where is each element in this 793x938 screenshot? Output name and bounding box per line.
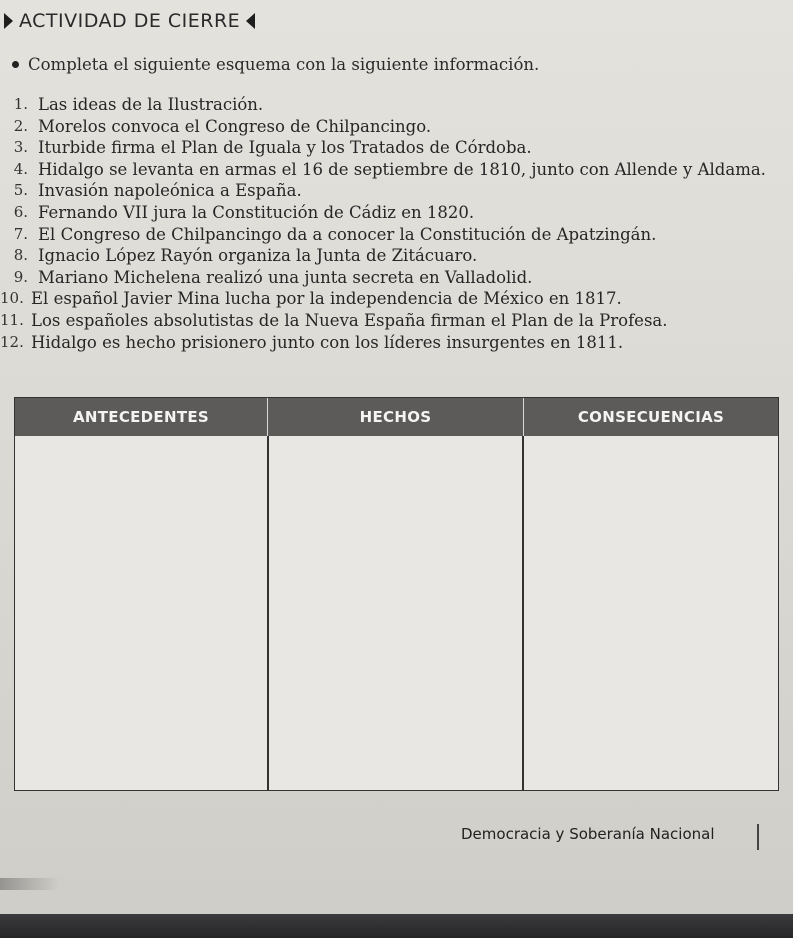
item-text: Iturbide firma el Plan de Iguala y los Tratados de Córdoba. (38, 138, 532, 158)
list-item (0, 180, 766, 202)
item-number: 1. (13, 95, 28, 113)
item-number: 10. (0, 289, 24, 308)
item-text: Los españoles absolutistas de la Nueva España firman el Plan de la Profesa. (31, 310, 668, 330)
list-item (0, 224, 766, 246)
activity-heading (4, 10, 255, 32)
header-consecuencias: CONSECUENCIAS (523, 398, 778, 436)
list-item (0, 245, 766, 267)
item-text: Hidalgo se levanta en armas el 16 de septiembre de 1810, junto con Allende y Aldama. (38, 159, 766, 179)
list-item (0, 116, 766, 138)
item-text: Ignacio López Rayón organiza la Junta de Zitácuaro. (38, 246, 478, 266)
instruction (12, 55, 539, 74)
activity-heading-text: ACTIVIDAD DE CIERRE (19, 10, 241, 32)
header-antecedentes: ANTECEDENTES (72, 408, 210, 426)
list-item (0, 267, 766, 289)
item-text: El Congreso de Chilpancingo da a conocer la Constitución de Apatzingán. (38, 224, 657, 244)
table-header (15, 398, 778, 436)
footer-divider (757, 824, 759, 850)
item-text: Morelos convoca el Congreso de Chilpancingo. (38, 116, 432, 136)
item-number: 12. (0, 332, 24, 351)
bottom-edge (0, 914, 793, 938)
list-item (0, 332, 766, 354)
item-number: 5. (13, 181, 28, 200)
item-text: Mariano Michelena realizó una junta secreta en Valladolid. (38, 267, 533, 287)
item-number: 9. (13, 267, 28, 286)
bullet-icon (12, 61, 19, 68)
item-text: Hidalgo es hecho prisionero junto con los líderes insurgentes en 1811. (31, 332, 624, 352)
item-text: Las ideas de la Ilustración. (38, 95, 264, 114)
item-text: El español Javier Mina lucha por la independencia de México en 1817. (31, 289, 622, 309)
item-number: 3. (13, 138, 28, 157)
item-text: Invasión napoleónica a España. (38, 181, 302, 201)
page-shadow (0, 878, 60, 890)
item-number: 6. (13, 202, 28, 221)
item-number: 8. (13, 246, 28, 265)
item-number: 11. (0, 310, 24, 329)
column-divider (522, 436, 524, 790)
list-item (0, 137, 766, 159)
header-hechos: HECHOS (267, 398, 523, 436)
column-divider (267, 436, 269, 790)
item-text: Fernando VII jura la Constitución de Cádiz en 1820. (38, 202, 475, 222)
instruction-text: Completa el siguiente esquema con la siguiente información. (28, 55, 540, 74)
events-list (0, 94, 766, 353)
list-item (0, 202, 766, 224)
list-item (0, 288, 766, 310)
item-number: 4. (13, 159, 28, 178)
scheme-table (14, 397, 779, 791)
list-item (0, 159, 766, 181)
triangle-left-icon (246, 13, 255, 29)
footer-title: Democracia y Soberanía Nacional (461, 825, 715, 843)
list-item (0, 94, 766, 116)
list-item (0, 310, 766, 332)
triangle-right-icon (4, 13, 13, 29)
item-number: 7. (13, 224, 28, 243)
item-number: 2. (13, 116, 28, 135)
